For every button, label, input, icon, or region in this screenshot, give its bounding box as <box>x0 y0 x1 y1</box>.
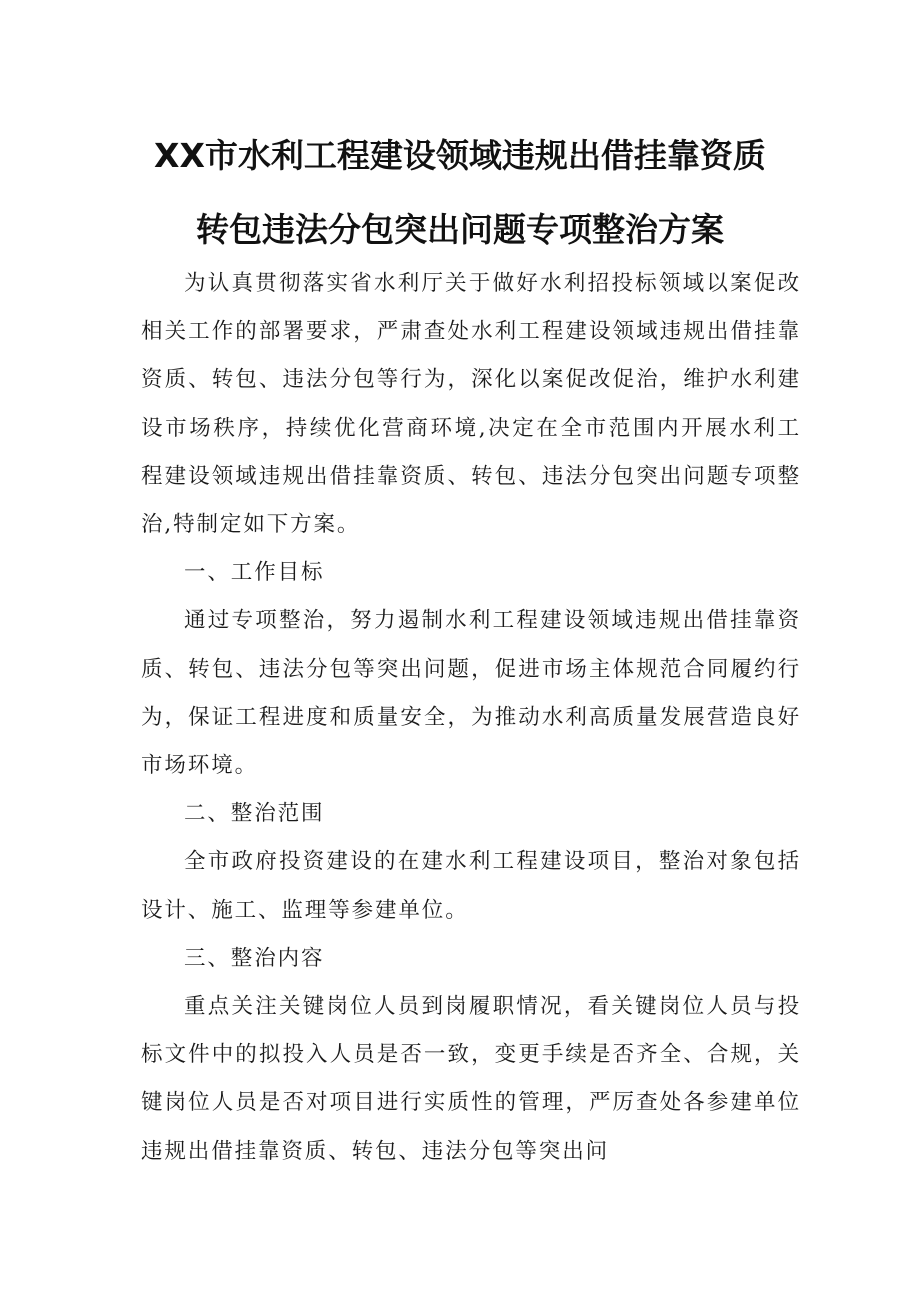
document-title-line-1: XX市水利工程建设领域违规出借挂靠资质 <box>154 136 766 175</box>
intro-paragraph: 为认真贯彻落实省水利厅关于做好水利招投标领域以案促改相关工作的部署要求，严肃查处水利工程建设领域违规出借挂靠资质、转包、违法分包等行为，深化以案促改促治，维护水利建设市场秩序，持续优化营商环境,决定在全市范围内开展水利工程建设领域违规出借挂靠资质、转包、违法分包突出问题专项整治,特制定如下方案。 <box>141 271 801 538</box>
document-title-line-2: 转包违法分包突出问题专项整治方案 <box>196 210 724 249</box>
section-heading-content: 三、整治内容 <box>184 945 325 971</box>
section-paragraph-content: 重点关注关键岗位人员到岗履职情况，看关键岗位人员与投标文件中的拟投入人员是否一致，变更手续是否齐全、合规，关键岗位人员是否对项目进行实质性的管理，严厉查处各参建单位违规出借挂靠资质、转包、违法分包等突出问 <box>141 994 801 1164</box>
section-heading-scope: 二、整治范围 <box>184 801 325 827</box>
section-paragraph-goals: 通过专项整治，努力遏制水利工程建设领域违规出借挂靠资质、转包、违法分包等突出问题，促进市场主体规范合同履约行为，保证工程进度和质量安全，为推动水利高质量发展营造良好市场环境。 <box>141 608 801 779</box>
section-heading-goals: 一、工作目标 <box>184 560 325 586</box>
section-paragraph-scope: 全市政府投资建设的在建水利工程建设项目，整治对象包括设计、施工、监理等参建单位。 <box>141 849 801 923</box>
document-body <box>141 260 801 1176</box>
